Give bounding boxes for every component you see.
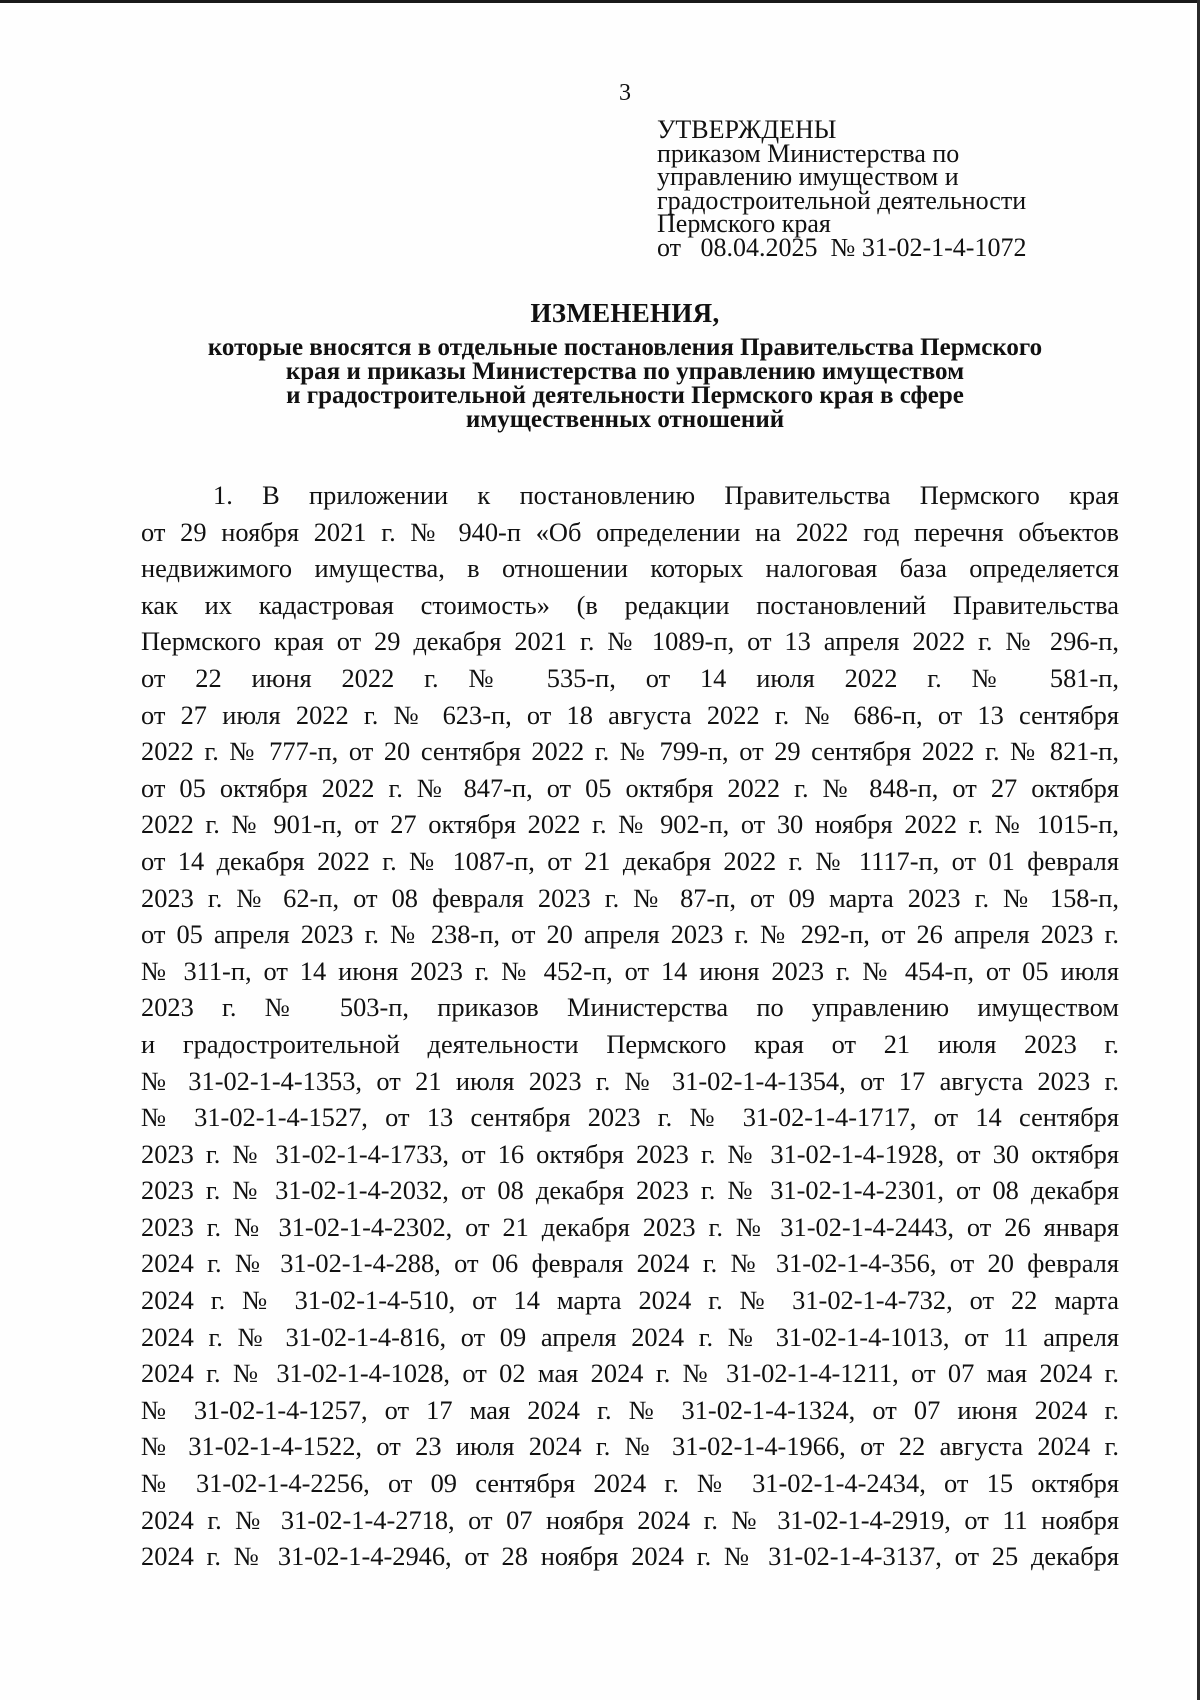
approval-stamp-block (657, 115, 1177, 262)
body-line: 2024 г. № 31-02-1-4-1028, от 02 мая 2024 г. № 31-02-1-4-1211, от 07 мая 2024 г. (141, 1358, 1119, 1389)
body-line: № 31-02-1-4-1527, от 13 сентября 2023 г. № 31-02-1-4-1717, от 14 сентября (141, 1102, 1119, 1133)
body-line: № 31-02-1-4-1522, от 23 июля 2024 г. № 31-02-1-4-1966, от 22 августа 2024 г. (141, 1431, 1119, 1462)
subtitle-line: имущественных отношений (465, 406, 785, 433)
body-line: 2024 г. № 31-02-1-4-2946, от 28 ноября 2024 г. № 31-02-1-4-3137, от 25 декабря (141, 1541, 1119, 1572)
body-line: Пермского края от 29 декабря 2021 г. № 1089-п, от 13 апреля 2022 г. № 296-п, (141, 626, 1119, 657)
approval-line: управлению имуществом и (657, 162, 959, 191)
body-line: 1. В приложении к постановлению Правительства Пермского края (213, 480, 1119, 510)
body-line: 2024 г. № 31-02-1-4-510, от 14 марта 2024 г. № 31-02-1-4-732, от 22 марта (141, 1285, 1119, 1316)
subtitle-line: края и приказы Министерства по управлению имуществом (285, 358, 965, 385)
page-number: 3 (619, 80, 631, 106)
approval-line: приказом Министерства по (657, 138, 960, 168)
body-line: от 05 октября 2022 г. № 847-п, от 05 октября 2022 г. № 848-п, от 27 октября (141, 772, 1119, 803)
document-title: ИЗМЕНЕНИЯ, (530, 298, 720, 328)
body-line: и градостроительной деятельности Пермского края от 21 июля 2023 г. (141, 1028, 1119, 1059)
scan-edge-top (0, 0, 1200, 3)
body-line: недвижимого имущества, в отношении которых налоговая база определяется (141, 553, 1119, 584)
body-line: 2023 г. № 62-п, от 08 февраля 2023 г. № 87-п, от 09 марта 2023 г. № 158-п, (141, 882, 1119, 913)
body-line: 2024 г. № 31-02-1-4-816, от 09 апреля 2024 г. № 31-02-1-4-1013, от 11 апреля (141, 1321, 1119, 1352)
subtitle-line: которые вносятся в отдельные постановления Правительства Пермского (207, 334, 1043, 361)
subtitle-line: и градостроительной деятельности Пермского края в сфере (286, 382, 964, 409)
approval-date-number: от 08.04.2025 № 31-02-1-4-1072 (657, 232, 1027, 262)
body-line: № 31-02-1-4-2256, от 09 сентября 2024 г. № 31-02-1-4-2434, от 15 октября (141, 1468, 1119, 1499)
body-line: 2023 г. № 31-02-1-4-2032, от 08 декабря 2023 г. № 31-02-1-4-2301, от 08 декабря (141, 1175, 1119, 1206)
body-line: 2023 г. № 31-02-1-4-1733, от 16 октября 2023 г. № 31-02-1-4-1928, от 30 октября (141, 1138, 1119, 1169)
body-line: 2024 г. № 31-02-1-4-288, от 06 февраля 2024 г. № 31-02-1-4-356, от 20 февраля (141, 1248, 1119, 1279)
approval-line: Пермского края (657, 209, 831, 238)
body-line: от 27 июля 2022 г. № 623-п, от 18 августа 2022 г. № 686-п, от 13 сентября (141, 699, 1119, 730)
body-line: как их кадастровая стоимость» (в редакции постановлений Правительства (141, 589, 1119, 620)
body-line: № 31-02-1-4-1353, от 21 июля 2023 г. № 31-02-1-4-1354, от 17 августа 2023 г. (141, 1065, 1119, 1096)
body-line: 2023 г. № 503-п, приказов Министерства по управлению имуществом (141, 992, 1119, 1023)
approval-line: градостроительной деятельности (657, 185, 1027, 215)
approval-heading: УТВЕРЖДЕНЫ (657, 115, 837, 144)
body-line: от 22 июня 2022 г. № 535-п, от 14 июля 2022 г. № 581-п, (141, 662, 1119, 693)
body-line: 2022 г. № 777-п, от 20 сентября 2022 г. № 799-п, от 29 сентября 2022 г. № 821-п, (141, 736, 1119, 767)
body-line: от 14 декабря 2022 г. № 1087-п, от 21 декабря 2022 г. № 1117-п, от 01 февраля (141, 845, 1119, 876)
body-line: № 311-п, от 14 июня 2023 г. № 452-п, от 14 июня 2023 г. № 454-п, от 05 июля (141, 955, 1119, 986)
body-line: от 29 ноября 2021 г. № 940-п «Об определении на 2022 год перечня объектов (141, 516, 1119, 547)
body-line: 2022 г. № 901-п, от 27 октября 2022 г. № 902-п, от 30 ноября 2022 г. № 1015-п, (141, 809, 1119, 840)
body-line: 2023 г. № 31-02-1-4-2302, от 21 декабря 2023 г. № 31-02-1-4-2443, от 26 января (141, 1211, 1119, 1242)
body-line: № 31-02-1-4-1257, от 17 мая 2024 г. № 31-02-1-4-1324, от 07 июня 2024 г. (141, 1394, 1119, 1425)
body-paragraph (141, 477, 1119, 1575)
body-line: от 05 апреля 2023 г. № 238-п, от 20 апреля 2023 г. № 292-п, от 26 апреля 2023 г. (141, 919, 1119, 950)
body-line: 2024 г. № 31-02-1-4-2718, от 07 ноября 2024 г. № 31-02-1-4-2919, от 11 ноября (141, 1504, 1119, 1535)
document-subtitle (140, 336, 1110, 432)
